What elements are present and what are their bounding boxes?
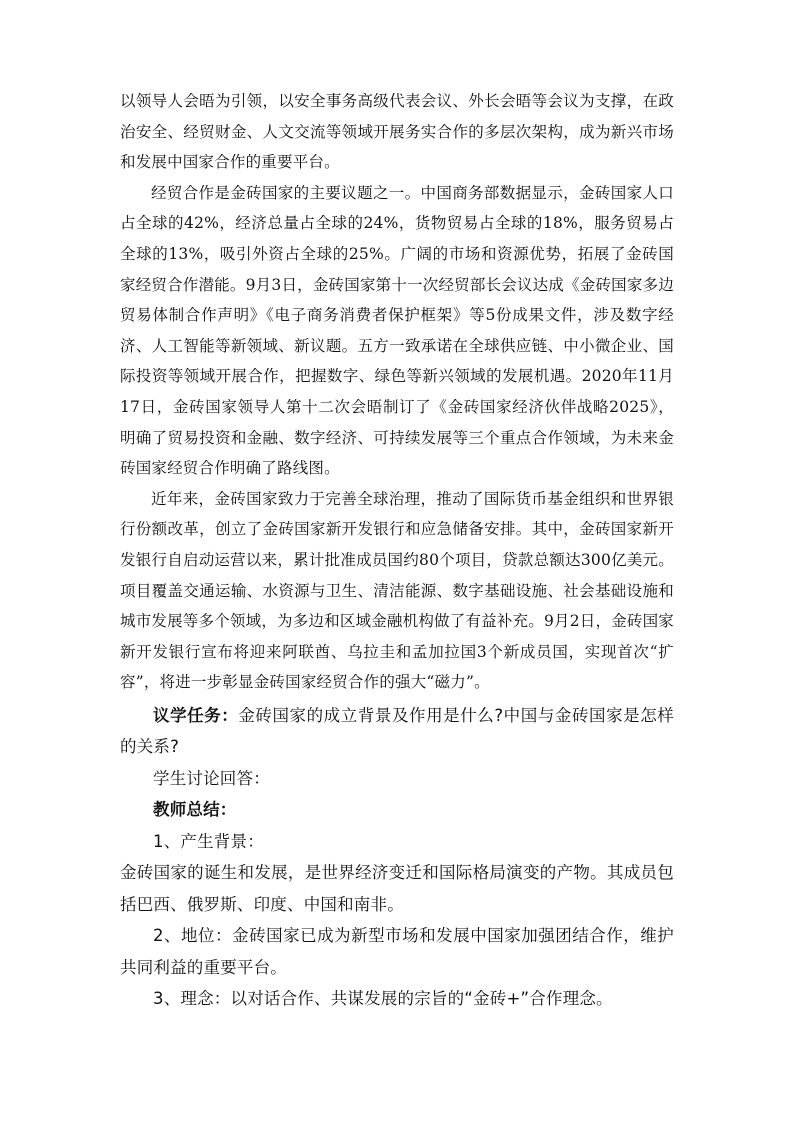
paragraph-intro: 以领导人会晤为引领，以安全事务高级代表会议、外长会晤等会议为支撑，在政治安全、经贸财金、人文交流等领域开展务实合作的多层次架构，成为新兴市场和发展中国家合作的重要平台。 xyxy=(120,92,674,172)
point-3 xyxy=(120,983,674,1015)
point-1-body: 金砖国家的诞生和发展，是世界经济变迁和国际格局演变的产物。其成员包括巴西、俄罗斯、印度、中国和南非。 xyxy=(120,863,674,914)
point-2-body: 金砖国家已成为新型市场和发展中国家加强团结合作，维护共同利益的重要平台。 xyxy=(120,926,675,977)
point-2 xyxy=(120,920,674,983)
point-3-heading: 3、理念： xyxy=(153,989,231,1009)
student-discussion: 学生讨论回答： xyxy=(153,768,270,788)
task-text: 金砖国家的成立背景及作用是什么?中国与金砖国家是怎样的关系? xyxy=(120,705,674,757)
discussion-task xyxy=(120,700,674,763)
point-2-heading: 2、地位： xyxy=(153,926,233,946)
paragraph-economic-cooperation: 经贸合作是金砖国家的主要议题之一。中国商务部数据显示，金砖国家人口占全球的42%，经济总量占全球的24%，货物贸易占全球的18%，服务贸易占全球的13%，吸引外资占全球的25%。广阔的市场和资源优势，拓展了金砖国家经贸合作潜能。9月3日，金砖国家第十一次经贸部长会议达成《金砖国家多边贸易体制合作声明》《电子商务消费者保护框架》等5份成果文件，涉及数字经济、人工智能等新领域、新议题。五方一致承诺在全球供应链、中小微企业、国际投资等领域开展合作，把握数字、绿色等新兴领域的发展机遇。2020年11月17日，金砖国家领导人第十二次会晤制订了《金砖国家经济伙伴战略2025》，明确了贸易投资和金融、数字经济、可持续发展等三个重点合作领域，为未来金砖国家经贸合作明确了路线图。 xyxy=(120,183,674,478)
task-label: 议学任务： xyxy=(153,705,239,725)
teacher-summary: 教师总结： xyxy=(153,800,237,820)
point-1-heading: 1、产生背景： xyxy=(153,831,264,851)
paragraph-global-governance: 近年来，金砖国家致力于完善全球治理，推动了国际货币基金组织和世界银行份额改革，创立了金砖国家新开发银行和应急储备安排。其中，金砖国家新开发银行自启动运营以来，累计批准成员国约80个项目，贷款总额达300亿美元。项目覆盖交通运输、水资源与卫生、清洁能源、数字基础设施、社会基础设施和城市发展等多个领域，为多边和区域金融机构做了有益补充。9月2日，金砖国家新开发银行宣布将迎来阿联酋、乌拉圭和孟加拉国3个新成员国，实现首次“扩容”，将进一步彰显金砖国家经贸合作的强大“磁力”。 xyxy=(120,489,674,692)
point-3-body: 以对话合作、共谋发展的宗旨的“金砖+”合作理念。 xyxy=(230,989,613,1009)
